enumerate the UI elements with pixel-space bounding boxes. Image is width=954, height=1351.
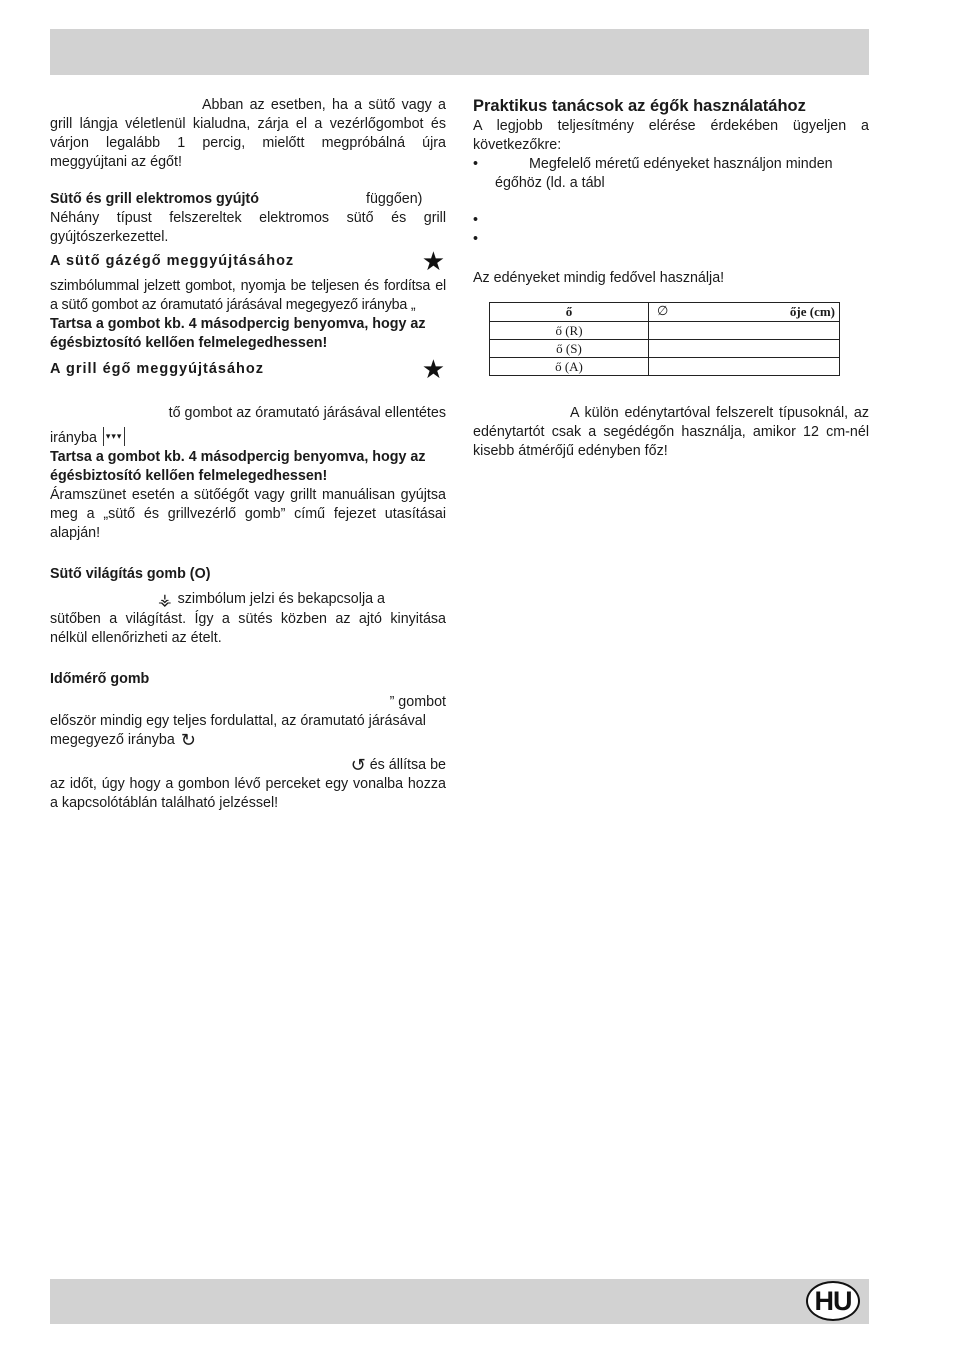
grill-symbol-icon: ▾▾▾ [103, 427, 126, 446]
table-header-diameter [649, 303, 840, 322]
grill-ignition-title-text: A grill égő meggyújtásához [50, 361, 264, 377]
timer-body-text1: ” gombot [389, 694, 446, 710]
table-cell-burner: ő (S) [490, 340, 649, 358]
oven-ignition-title-text: A sütő gázégő meggyújtásához [50, 253, 295, 269]
bullet-text-1: Megfelelő méretű edényeket használjon minden [529, 156, 833, 172]
hold-instruction-1: Tartsa a gombot kb. 4 másodpercig benyomva, hogy az égésbiztosító kellően felmelegedhessen! [50, 316, 426, 351]
table-header-burner: ő [490, 303, 649, 322]
timer-body-text2: először mindig egy teljes fordulattal, az óramutató járásával megegyező irányba [50, 713, 426, 748]
header-bar [50, 29, 869, 75]
clockwise-icon: ↻ [180, 730, 196, 750]
timer-body-line4: az időt, úgy hogy a gombon lévő perceket egy vonalba hozza a kapcsolótáblán található jelzéssel! [50, 776, 446, 811]
table-cell-diameter [649, 322, 840, 340]
bullet-icon: • [473, 156, 479, 172]
ignition-body: Néhány típust felszereltek elektromos sütő és grill gyújtószerkezettel. [50, 210, 446, 245]
grill-ignition-title [50, 354, 446, 384]
oven-ignition-title [50, 246, 446, 276]
flame-out-warning: Abban az esetben, ha a sütő vagy a grill lángja véletlenül kialudna, zárja el a vezérlőgombot és várjon legalább 1 percig, mielőtt megpróbálná újra meggyújtani az égőt! [50, 97, 446, 170]
timer-body-line1 [50, 693, 446, 712]
table-header-row [490, 303, 840, 322]
burner-table [489, 302, 840, 376]
left-column [50, 96, 446, 813]
counterclockwise-icon: ↺ [350, 755, 366, 775]
ignition-title [50, 190, 446, 209]
oven-ignition-body: szimbólummal jelzett gombot, nyomja be teljesen és fordítsa el a sütő gombot az óramutató járásával megegyező irányba „ [50, 278, 446, 313]
lid-note: Az edényeket mindig fedővel használja! [473, 270, 725, 286]
bullet-icon: • [473, 212, 479, 228]
ignition-title-suffix: függően) [366, 191, 423, 207]
footer-bar [50, 1279, 869, 1324]
right-column [473, 96, 869, 461]
table-cell-burner: ő (A) [490, 358, 649, 376]
bullet-text-1b: égőhöz (ld. a tábl [495, 175, 605, 191]
star-icon: ★ [421, 354, 446, 384]
power-outage-note: Áramszünet esetén a sütőégőt vagy grillt manuálisan gyújtsa meg a „sütő és grillvezérlő gomb” című fejezet utasításai alapján! [50, 487, 446, 541]
hold-instruction-2: Tartsa a gombot kb. 4 másodpercig benyomva, hogy az égésbiztosító kellően felmelegedhessen! [50, 449, 426, 484]
grill-ignition-body-text: tő gombot az óramutató járásával ellentétes [168, 405, 446, 421]
table-header-diameter-text: ője (cm) [789, 304, 835, 319]
timer-body-line2 [50, 712, 446, 750]
bullet-item [473, 155, 869, 193]
table-cell-diameter [649, 340, 840, 358]
pan-support-note: A külön edénytartóval felszerelt típusoknál, az edénytartót csak a segédégőn használja, amikor 12 cm-nél kisebb átmérőjű edényben főz! [473, 405, 869, 459]
burner-tips-intro: A legjobb teljesítmény elérése érdekében ügyeljen a következőkre: [473, 118, 869, 153]
ignition-title-text: Sütő és grill elektromos gyújtó [50, 191, 259, 207]
timer-body-text3: és állítsa be [369, 757, 446, 773]
oven-light-body-text1: szimbólum jelzi és bekapcsolja a [177, 591, 385, 607]
oven-light-icon: ⚶ [158, 592, 172, 609]
table-cell-diameter [649, 358, 840, 376]
table-row [490, 358, 840, 376]
oven-light-title: Sütő világítás gomb (O) [50, 566, 211, 582]
language-badge: HU [806, 1281, 860, 1321]
grill-direction-text: irányba [50, 430, 97, 446]
bullet-item [473, 211, 869, 230]
oven-light-body-line2: sütőben a világítást. Így a sütés közben az ajtó kinyitása nélkül ellenőrizheti az ételt. [50, 611, 446, 646]
table-row [490, 322, 840, 340]
burner-tips-title: Praktikus tanácsok az égők használatához [473, 97, 806, 115]
grill-ignition-body [50, 404, 446, 423]
table-row [490, 340, 840, 358]
grill-direction [50, 427, 446, 448]
timer-body-line3 [50, 756, 446, 775]
oven-light-body-line1 [50, 590, 446, 610]
table-cell-burner: ő (R) [490, 322, 649, 340]
bullet-icon: • [473, 231, 479, 247]
diameter-icon: ∅ [657, 303, 669, 318]
timer-title: Időmérő gomb [50, 671, 150, 687]
star-icon: ★ [421, 246, 446, 276]
bullet-item [473, 230, 869, 249]
